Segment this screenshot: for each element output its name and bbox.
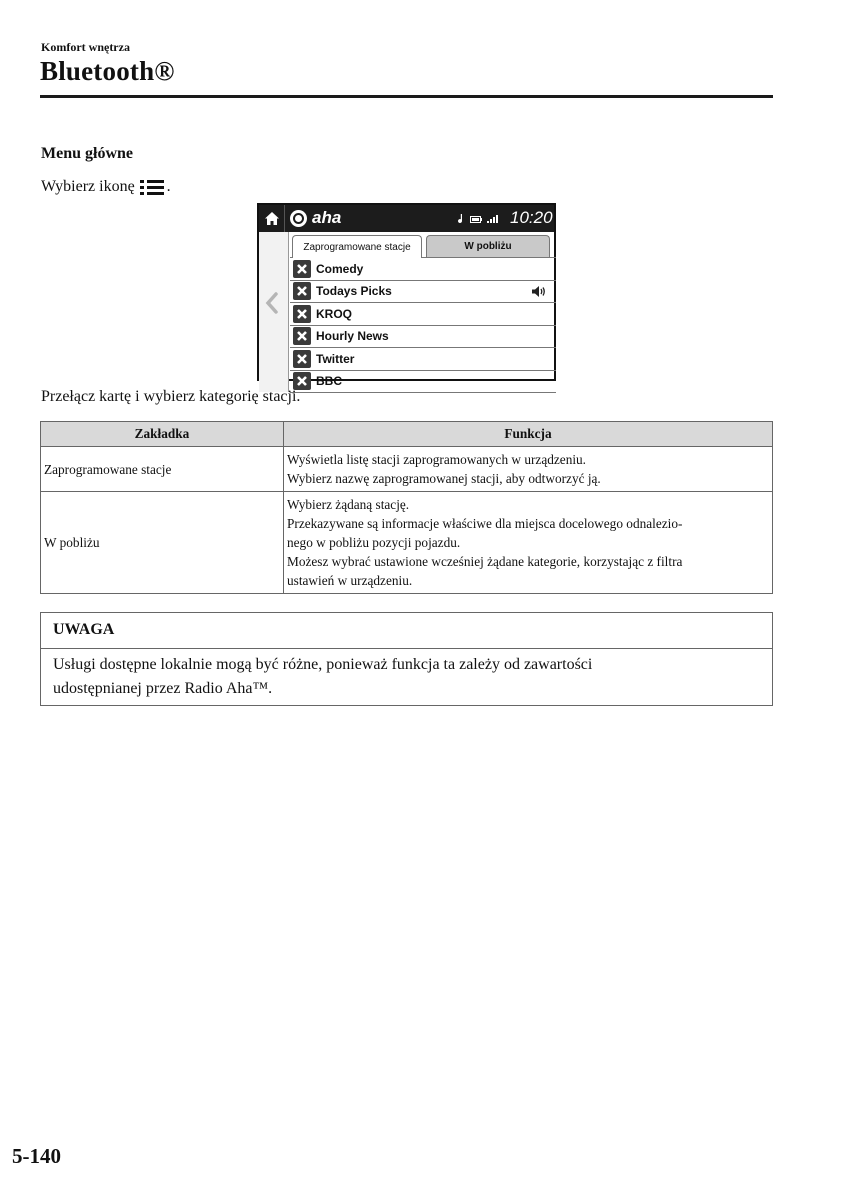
speaker-icon — [531, 285, 546, 298]
note-line: udostępnianej przez Radio Aha™. — [53, 680, 273, 697]
list-item[interactable] — [290, 326, 556, 349]
app-name: aha — [312, 208, 342, 227]
list-item[interactable] — [290, 258, 556, 281]
list-item[interactable] — [290, 281, 556, 304]
title-rule — [40, 95, 773, 98]
page-title: Bluetooth® — [40, 56, 175, 86]
aha-screen — [257, 203, 556, 389]
instruction-tail: . — [166, 178, 171, 195]
signal-icon — [487, 215, 499, 223]
cell-function — [284, 492, 773, 594]
tab-nearby[interactable]: W pobliżu — [426, 235, 550, 257]
instruction — [41, 178, 171, 196]
function-line: nego w pobliżu pozycji pojazdu. — [287, 535, 461, 550]
function-table — [40, 421, 773, 594]
screen-caption: Przełącz kartę i wybierz kategorię stacji. — [41, 388, 301, 405]
list-item[interactable] — [290, 348, 556, 371]
instruction-text: Wybierz ikonę — [41, 178, 135, 195]
chevron-left-icon[interactable] — [265, 292, 279, 314]
aha-logo-icon — [290, 210, 307, 227]
table-row — [41, 447, 773, 492]
function-line: Wybierz żądaną stację. — [287, 497, 410, 512]
list-item[interactable] — [290, 303, 556, 326]
note-line: Usługi dostępne lokalnie mogą być różne, ponieważ funkcja ta zależy od zawartości — [53, 656, 593, 673]
station-name: KROQ — [316, 306, 352, 321]
header-function: Funkcja — [284, 422, 773, 447]
cell-tab: Zaprogramowane stacje — [41, 447, 284, 492]
function-line: Wybierz nazwę zaprogramowanej stacji, aby odtworzyć ją. — [287, 471, 601, 486]
status-bar — [259, 205, 554, 232]
station-list — [290, 257, 556, 393]
station-x-icon — [293, 350, 311, 368]
station-name: Hourly News — [316, 329, 389, 344]
station-x-icon — [293, 305, 311, 323]
list-item[interactable] — [290, 371, 556, 394]
left-pane — [259, 232, 289, 392]
function-line: Przekazywane są informacje właściwe dla miejsca docelowego odnalezio- — [287, 516, 683, 531]
table-row — [41, 492, 773, 594]
home-icon — [264, 211, 280, 226]
function-line: Wyświetla listę stacji zaprogramowanych w urządzeniu. — [287, 452, 587, 467]
station-name: Comedy — [316, 261, 364, 276]
status-icons — [458, 214, 499, 224]
note-box — [40, 612, 773, 706]
function-line: Możesz wybrać ustawione wcześniej żądane kategorie, korzystając z filtra — [287, 554, 683, 569]
music-note-icon — [458, 214, 465, 224]
note-title: UWAGA — [41, 613, 772, 649]
cell-tab: W pobliżu — [41, 492, 284, 594]
station-x-icon — [293, 260, 311, 278]
header-tab: Zakładka — [41, 422, 284, 447]
station-name: Todays Picks — [316, 284, 392, 299]
menu-list-icon — [138, 179, 166, 195]
station-name: Twitter — [316, 351, 355, 366]
station-name: BBC — [316, 374, 342, 389]
note-body — [41, 649, 772, 705]
tab-preset-stations[interactable]: Zaprogramowane stacje — [292, 235, 422, 258]
subheading: Menu główne — [41, 145, 133, 162]
cell-function — [284, 447, 773, 492]
station-x-icon — [293, 282, 311, 300]
page-number: 5-140 — [12, 1144, 61, 1168]
battery-icon — [470, 216, 482, 223]
home-button[interactable] — [259, 205, 285, 232]
function-line: ustawień w urządzeniu. — [287, 573, 413, 588]
status-time: 10:20 — [510, 208, 553, 227]
station-x-icon — [293, 327, 311, 345]
section-label: Komfort wnętrza — [41, 40, 130, 54]
table-header-row — [41, 422, 773, 447]
